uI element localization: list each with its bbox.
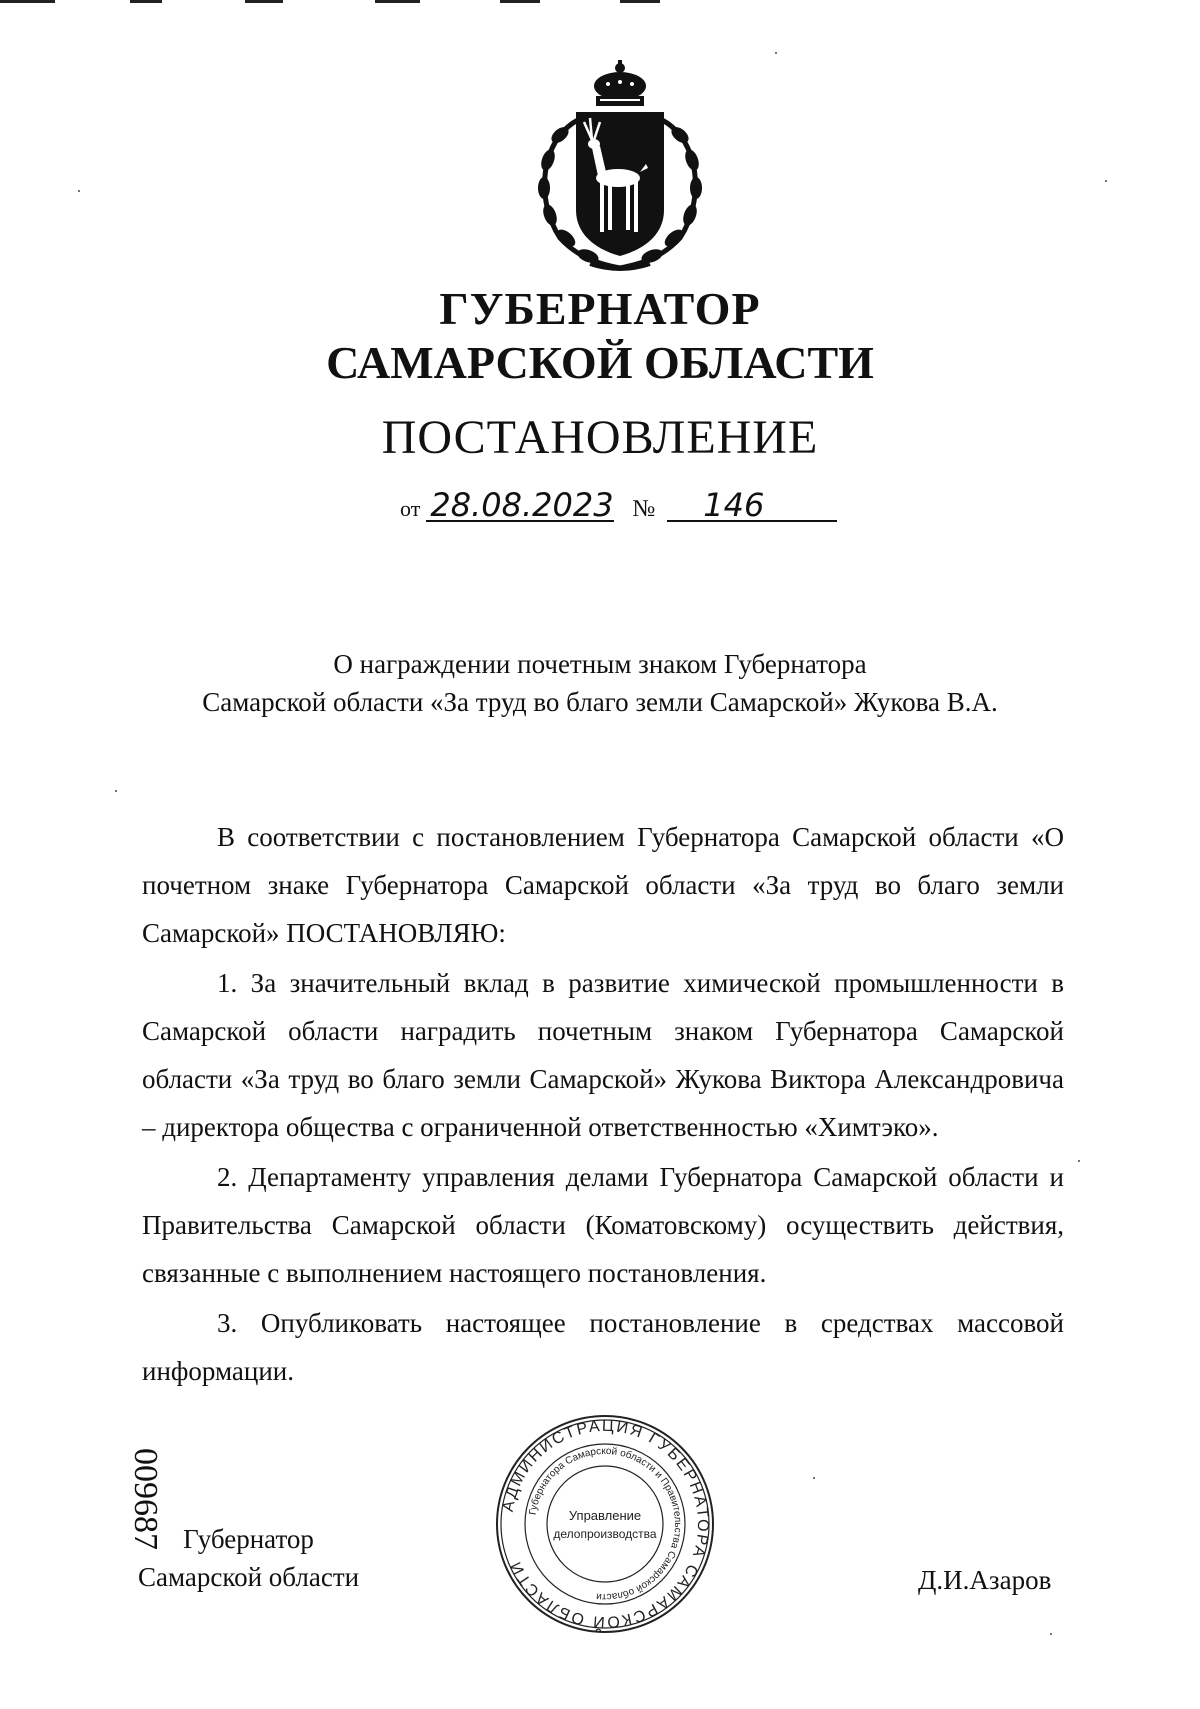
stamp-outer-text: АДМИНИСТРАЦИЯ ГУБЕРНАТОРА САМАРСКОЙ ОБЛАСТИ — [499, 1417, 712, 1631]
scan-border-mark — [500, 0, 540, 3]
coat-of-arms-emblem — [520, 60, 720, 275]
document-date: 28.08.2023 — [426, 490, 614, 522]
number-label: № — [632, 496, 656, 522]
stamp-center-line1: Управление — [568, 1508, 642, 1523]
document-subject — [0, 645, 1200, 721]
scan-border-mark — [620, 0, 660, 3]
document-body — [142, 813, 1064, 1395]
subject-line2: Самарской области «За труд во благо земли Самарской» Жукова В.А. — [202, 687, 998, 717]
preamble-paragraph: В соответствии с постановлением Губернатора Самарской области «О почетном знаке Губернатора Самарской области «За труд во благо земли Самарской» ПОСТАНОВЛЯЮ: — [142, 822, 1064, 948]
serial-number-text: 009687 — [127, 1448, 164, 1550]
scan-speck — [775, 52, 777, 54]
scan-speck — [813, 1477, 815, 1479]
item-paragraph-2: 2. Департаменту управления делами Губернатора Самарской области и Правительства Самарской области (Коматовскому) осуществить действия, связанные с выполнением настоящего постановления. — [142, 1162, 1064, 1288]
svg-text:Губернатора Самарской области — [528, 1446, 683, 1602]
scan-speck — [1105, 180, 1107, 182]
signatory-name: Д.И.Азаров — [918, 1565, 1052, 1595]
scan-speck — [78, 190, 80, 192]
item-paragraph-1: 1. За значительный вклад в развитие химической промышленности в Самарской области наградить почетным знаком Губернатора Самарской области «За труд во благо земли Самарской» Жукова Виктора Александровича – директора общества с ограниченной ответственностью «Химтэко». — [142, 968, 1064, 1142]
issuer-title-line2: САМАРСКОЙ ОБЛАСТИ — [326, 337, 874, 388]
subject-line1: О награждении почетным знаком Губернатора — [333, 649, 867, 679]
date-number-line — [400, 486, 837, 524]
signatory-position-line2: Самарской области — [138, 1562, 360, 1592]
scan-speck — [1050, 1633, 1052, 1635]
scan-speck — [1078, 1160, 1080, 1162]
document-type: ПОСТАНОВЛЕНИЕ — [381, 411, 819, 464]
issuer-title-line1: ГУБЕРНАТОР — [439, 283, 761, 334]
scan-border-mark — [130, 0, 162, 3]
document-number: 146 — [667, 490, 837, 522]
date-prefix: от — [400, 496, 421, 521]
signatory-position-line1: Губернатор — [183, 1524, 314, 1554]
scan-border-mark — [245, 0, 283, 3]
stamp-inner-text: Губернатора Самарской области и Правительства Самарской области — [527, 1445, 684, 1603]
scan-border-mark — [0, 0, 55, 3]
item-paragraph-3: 3. Опубликовать настоящее постановление в средствах массовой информации. — [142, 1308, 1064, 1386]
signatory-position — [138, 1520, 359, 1596]
scan-border-mark — [375, 0, 420, 3]
stamp-center-line2: делопроизводства — [553, 1527, 657, 1541]
official-stamp — [493, 1412, 717, 1636]
scan-speck — [115, 790, 117, 792]
